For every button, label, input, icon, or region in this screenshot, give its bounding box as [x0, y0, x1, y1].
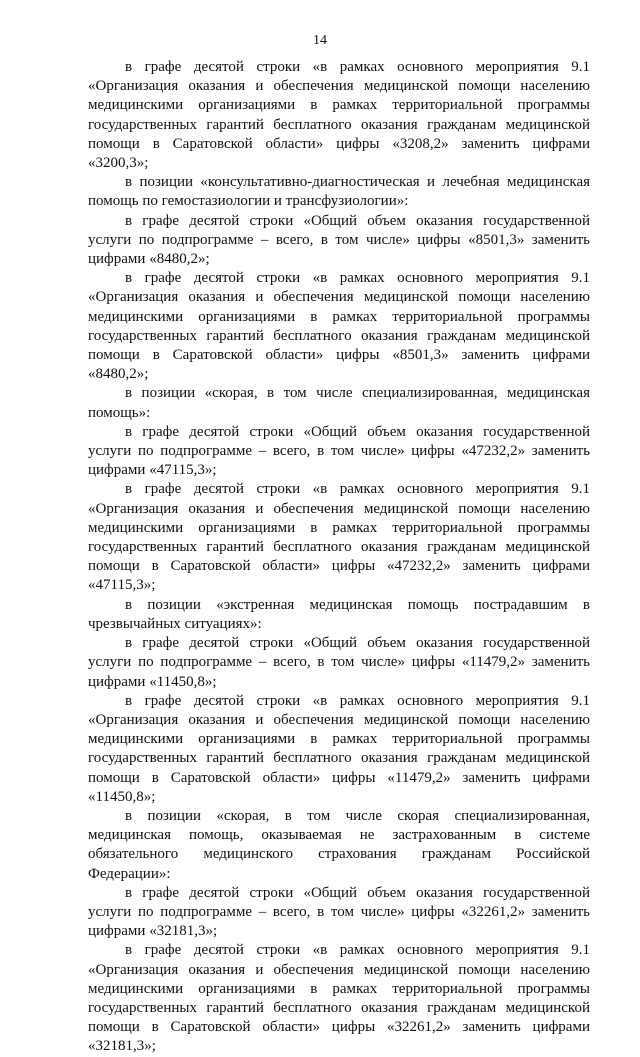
paragraph: в графе десятой строки «в рамках основного мероприятия 9.1 «Организация оказания и обеспечения медицинской помощи населению медицинскими организациями в рамках территориальной программы государственных гарантий бесплатного оказания гражданам медицинской помощи в Саратовской области» цифры «47232,2» заменить цифрами «47115,3»;: [88, 481, 590, 594]
paragraph: в позиции «скорая, в том числе специализированная, медицинская помощь»:: [88, 385, 590, 421]
paragraph: в графе десятой строки «в рамках основного мероприятия 9.1 «Организация оказания и обеспечения медицинской помощи населению медицинскими организациями в рамках территориальной программы государственных гарантий бесплатного оказания гражданам медицинской помощи в Саратовской области» цифры «8501,3» заменить цифрами «8480,2»;: [88, 270, 590, 383]
paragraph: в графе десятой строки «Общий объем оказания государственной услуги по подпрограмме – всего, в том числе» цифры «32261,2» заменить цифрами «32181,3»;: [88, 884, 590, 940]
paragraph: в графе десятой строки «Общий объем оказания государственной услуги по подпрограмме – всего, в том числе» цифры «8501,3» заменить цифрами «8480,2»;: [88, 212, 590, 268]
paragraph: в графе десятой строки «Общий объем оказания государственной услуги по подпрограмме – всего, в том числе» цифры «11479,2» заменить цифрами «11450,8»;: [88, 635, 590, 690]
paragraph: в графе десятой строки «в рамках основного мероприятия 9.1 «Организация оказания и обеспечения медицинской помощи населению медицинскими организациями в рамках территориальной программы государственных гарантий бесплатного оказания гражданам медицинской помощи в Саратовской области» цифры «3208,2» заменить цифрами «3200,3»;: [88, 59, 590, 172]
paragraph: в позиции «скорая, в том числе скорая специализированная, медицинская помощь, оказываемая не застрахованным в системе обязательного медицинского страхования гражданам Российской Федерации»:: [88, 807, 590, 882]
paragraph: в позиции «экстренная медицинская помощь пострадавшим в чрезвычайных ситуациях»:: [88, 596, 590, 632]
paragraph: в позиции «консультативно-диагностическая и лечебная медицинская помощь по гемостазиологии и трансфузиологии»:: [88, 174, 590, 210]
page-number: 14: [313, 33, 327, 48]
paragraph: в графе десятой строки «в рамках основного мероприятия 9.1 «Организация оказания и обеспечения медицинской помощи населению медицинскими организациями в рамках территориальной программы государственных гарантий бесплатного оказания гражданам медицинской помощи в Саратовской области» цифры «32261,2» заменить цифрами «32181,3»;: [88, 942, 590, 1055]
document-body: [88, 58, 590, 1057]
paragraph: в графе десятой строки «Общий объем оказания государственной услуги по подпрограмме – всего, в том числе» цифры «47232,2» заменить цифрами «47115,3»;: [88, 423, 590, 479]
paragraph: в графе десятой строки «в рамках основного мероприятия 9.1 «Организация оказания и обеспечения медицинской помощи населению медицинскими организациями в рамках территориальной программы государственных гарантий бесплатного оказания гражданам медицинской помощи в Саратовской области» цифры «11479,2» заменить цифрами «11450,8»;: [88, 692, 590, 805]
